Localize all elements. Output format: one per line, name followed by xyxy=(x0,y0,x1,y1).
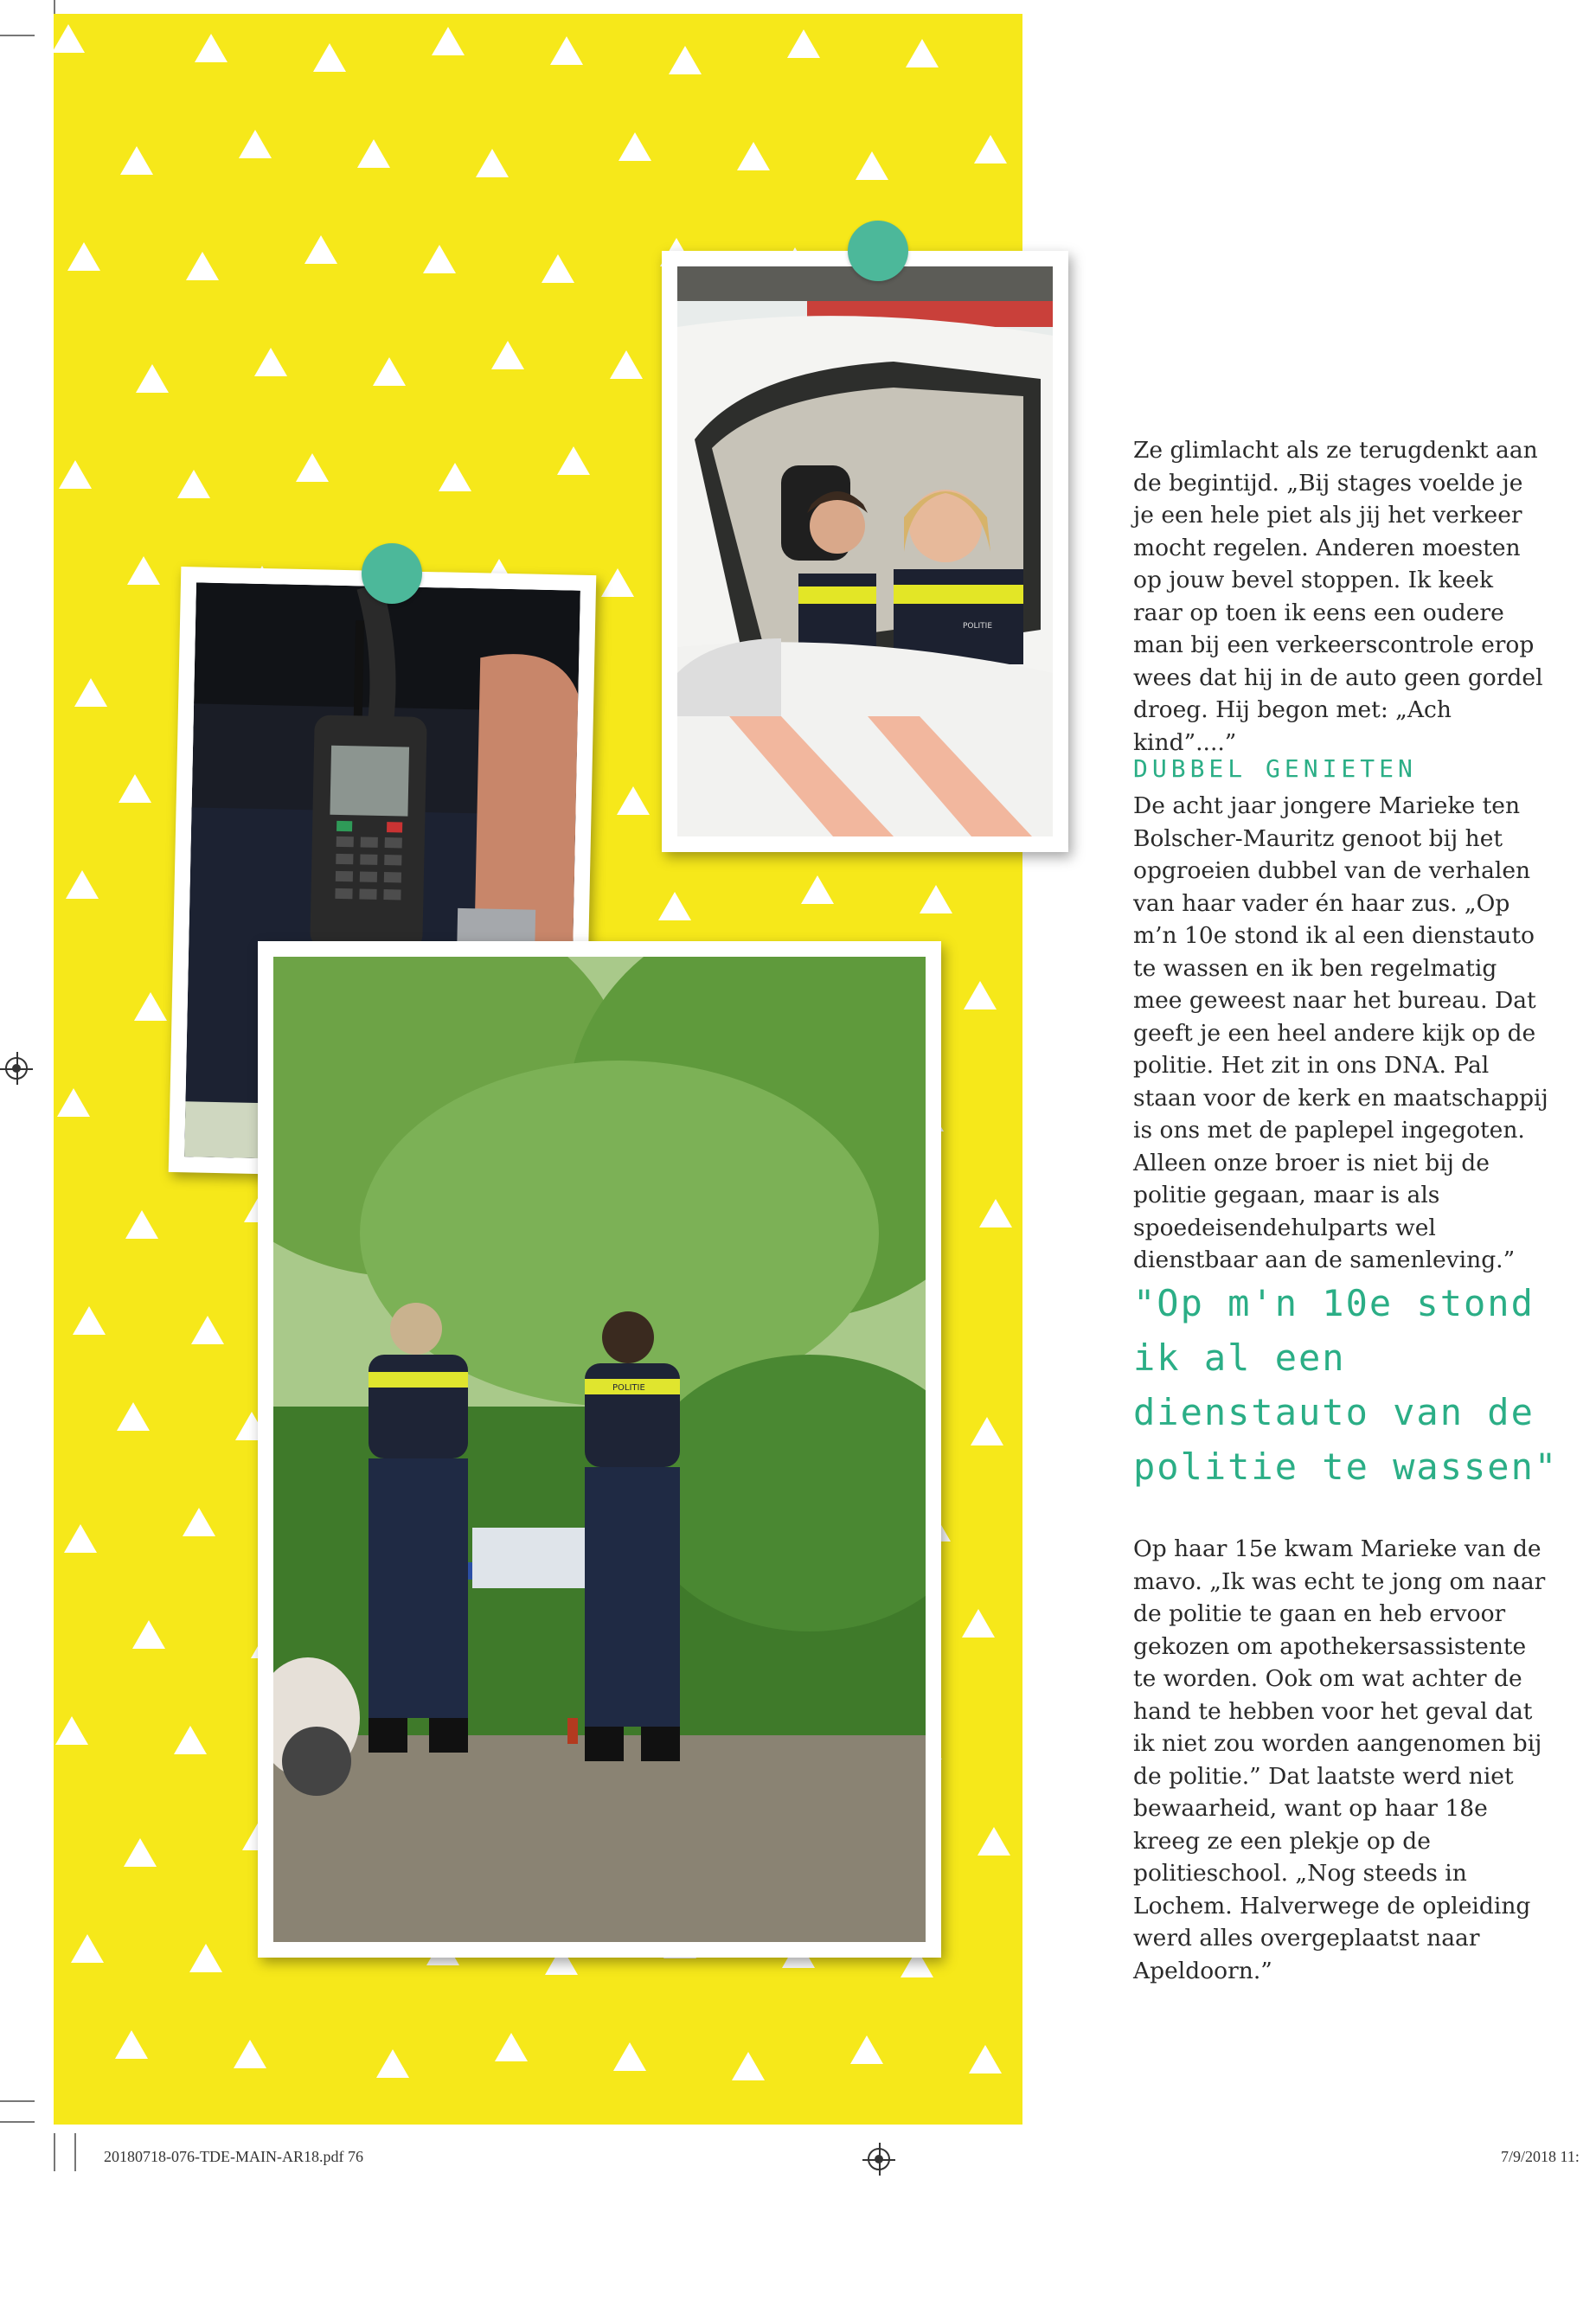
triangle-pattern-shape xyxy=(59,460,92,489)
triangle-pattern-shape xyxy=(787,29,820,58)
section-heading: DUBBEL GENIETEN xyxy=(1133,754,1417,783)
triangle-pattern-shape xyxy=(189,1944,222,1972)
triangle-pattern-shape xyxy=(115,2030,148,2059)
triangle-pattern-shape xyxy=(979,1199,1012,1227)
triangle-pattern-shape xyxy=(601,568,634,597)
article-paragraph-1: Ze glimlacht als ze terugdenkt aan de begintijd. „Bij stages voelde je je een hele piet als jij het verkeer mocht regelen. Anderen moesten op jouw bevel stoppen. Ik keek raar op toen ik eens een oudere man bij een verkeerscontrole erop wees dat hij in de auto geen gordel droeg. Hij begon met: „Ach kind”....” xyxy=(1133,437,1543,756)
triangle-pattern-shape xyxy=(71,1934,104,1963)
triangle-pattern-shape xyxy=(732,2052,765,2080)
triangle-pattern-shape xyxy=(491,341,524,369)
triangle-pattern-shape xyxy=(124,1838,157,1867)
triangle-pattern-shape xyxy=(136,364,169,393)
triangle-pattern-shape xyxy=(234,2040,266,2068)
registration-mark xyxy=(5,1057,28,1080)
triangle-pattern-shape xyxy=(120,146,153,175)
triangle-pattern-shape xyxy=(296,453,329,482)
article-paragraph-3: Op haar 15e kwam Marieke van de mavo. „Ik was echt te jong om naar de politie te gaan en heb ervoor gekozen om apothekersassistente te worden. Ook om wat achter de hand te hebben voor het geval dat ik niet zou worden aangenomen bij de politie.” Dat laatste werd niet bewaarheid, want op haar 18e kreeg ze een plekje op de politieschool. „Nog steeds in Lochem. Halverwege de opleiding werd alles overgeplaatst naar Apeldoorn.” xyxy=(1133,1535,1546,1984)
triangle-pattern-shape xyxy=(66,870,99,899)
triangle-pattern-shape xyxy=(495,2033,528,2061)
triangle-pattern-shape xyxy=(357,139,390,168)
triangle-pattern-shape xyxy=(67,242,100,271)
triangle-pattern-shape xyxy=(550,36,583,65)
triangle-pattern-shape xyxy=(557,446,590,475)
pushpin-green xyxy=(362,543,422,604)
triangle-pattern-shape xyxy=(613,2042,646,2071)
footer-date: 7/9/2018 11: xyxy=(1501,2148,1580,2165)
triangle-pattern-shape xyxy=(117,1402,150,1431)
crop-mark xyxy=(0,2121,35,2123)
triangle-pattern-shape xyxy=(920,885,952,913)
crop-mark xyxy=(74,2133,76,2171)
triangle-pattern-shape xyxy=(183,1508,215,1536)
triangle-pattern-shape xyxy=(658,892,691,920)
triangle-pattern-shape xyxy=(125,1210,158,1239)
triangle-pattern-shape xyxy=(186,252,219,280)
triangle-pattern-shape xyxy=(127,556,160,585)
pushpin-green xyxy=(848,221,908,281)
triangle-pattern-shape xyxy=(476,149,509,177)
police-car-illustration xyxy=(677,266,1053,836)
triangle-pattern-shape xyxy=(906,39,939,67)
triangle-pattern-shape xyxy=(54,24,85,53)
triangle-pattern-shape xyxy=(850,2035,883,2064)
triangle-pattern-shape xyxy=(964,981,997,1009)
crop-mark xyxy=(0,2100,35,2102)
triangle-pattern-shape xyxy=(376,2049,409,2078)
triangle-pattern-shape xyxy=(856,151,888,180)
registration-mark xyxy=(868,2148,890,2170)
triangle-pattern-shape xyxy=(373,357,406,386)
officers-park-illustration xyxy=(273,957,926,1942)
footer-filename: 20180718-076-TDE-MAIN-AR18.pdf 76 xyxy=(104,2148,363,2165)
article-paragraph-2: De acht jaar jongere Marieke ten Bolscher-Mauritz genoot bij het opgroeien dubbel van de verhalen van haar vader én haar zus. „Op m’n 10e stond ik al een dienstauto te wassen en ik ben regelmatig mee geweest naar het bureau. Dat geeft je een heel andere kijk op de politie. Het zit in ons DNA. Pal staan voor de kerk en maatschappij is ons met de paplepel ingegoten. Alleen onze broer is niet bij de politie gegaan, maar is als spoedeisendehulparts wel dienstbaar aan de samenleving.” xyxy=(1133,792,1548,1273)
triangle-pattern-shape xyxy=(174,1726,207,1754)
triangle-pattern-shape xyxy=(737,142,770,170)
crop-mark xyxy=(54,2133,55,2171)
triangle-pattern-shape xyxy=(134,992,167,1021)
triangle-pattern-shape xyxy=(73,1306,106,1335)
triangle-pattern-shape xyxy=(195,34,228,62)
triangle-pattern-shape xyxy=(239,130,272,158)
triangle-pattern-shape xyxy=(977,1827,1010,1856)
triangle-pattern-shape xyxy=(57,1088,90,1117)
triangle-pattern-shape xyxy=(74,678,107,707)
triangle-pattern-shape xyxy=(801,875,834,904)
triangle-pattern-shape xyxy=(191,1316,224,1344)
triangle-pattern-shape xyxy=(669,46,702,74)
triangle-pattern-shape xyxy=(610,350,643,379)
crop-mark xyxy=(0,35,35,36)
car-officer-badge-text: POLITIE xyxy=(963,622,993,631)
triangle-pattern-shape xyxy=(619,132,651,161)
triangle-pattern-shape xyxy=(439,463,471,491)
triangle-pattern-shape xyxy=(617,786,650,815)
triangle-pattern-shape xyxy=(432,27,465,55)
triangle-pattern-shape xyxy=(177,470,210,498)
triangle-pattern-shape xyxy=(313,43,346,72)
photo-officers-park xyxy=(258,941,941,1958)
triangle-pattern-shape xyxy=(423,245,456,273)
triangle-pattern-shape xyxy=(119,774,151,803)
triangle-pattern-shape xyxy=(64,1524,97,1553)
triangle-pattern-shape xyxy=(971,1417,1003,1445)
pull-quote: "Op m'n 10e stond ik al een dienstauto van de politie te wassen" xyxy=(1133,1282,1559,1488)
triangle-pattern-shape xyxy=(969,2045,1002,2073)
vest-text: POLITIE xyxy=(612,1383,645,1393)
triangle-pattern-shape xyxy=(304,235,337,264)
triangle-pattern-shape xyxy=(974,135,1007,163)
triangle-pattern-shape xyxy=(55,1716,88,1745)
photo-police-car xyxy=(662,251,1068,852)
triangle-pattern-shape xyxy=(132,1620,165,1649)
triangle-pattern-shape xyxy=(254,348,287,376)
triangle-pattern-shape xyxy=(962,1609,995,1638)
triangle-pattern-shape xyxy=(542,254,574,283)
